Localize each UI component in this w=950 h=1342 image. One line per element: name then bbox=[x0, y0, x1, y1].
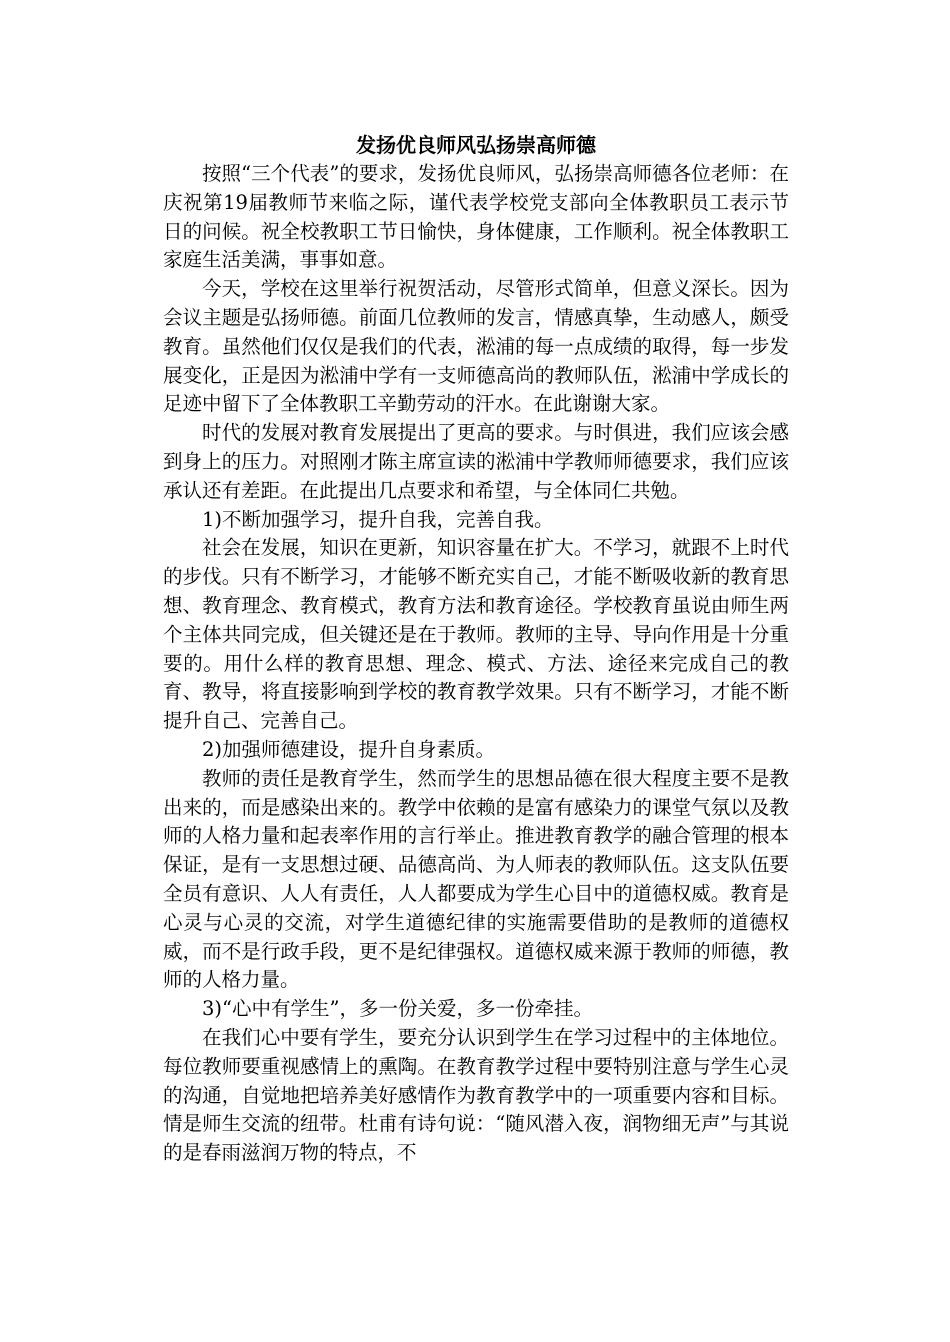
point-2-body: 教师的责任是教育学生，然而学生的思想品德在很大程度主要不是教出来的，而是感染出来的。教学中依赖的是富有感染力的课堂气氛以及教师的人格力量和起表率作用的言行举止。推进教育教学的融合管理的根本保证，是有一支思想过硬、品德高尚、为人师表的教师队伍。这支队伍要全员有意识、人人有责任，人人都要成为学生心目中的道德权威。教育是心灵与心灵的交流，对学生道德纪律的实施需要借助的是教师的道德权威，而不是行政手段，更不是纪律强权。道德权威来源于教师的师德，教师的人格力量。 bbox=[163, 766, 789, 992]
document-title: 发扬优良师风弘扬崇高师德 bbox=[356, 133, 596, 157]
paragraph-greeting: 按照“三个代表”的要求，发扬优良师风，弘扬崇高师德各位老师：在庆祝第19届教师节来临之际，谨代表学校党支部向全体教职员工表示节日的问候。祝全校教职工节日愉快，身体健康，工作顺利。祝全体教职工家庭生活美满，事事如意。 bbox=[163, 162, 789, 272]
point-3-heading: 3)“心中有学生”，多一份关爱，多一份牵挂。 bbox=[202, 997, 593, 1021]
point-2-heading: 2)加强师德建设，提升自身素质。 bbox=[202, 737, 496, 761]
document-page bbox=[163, 130, 789, 1168]
point-3-body: 在我们心中要有学生，要充分认识到学生在学习过程中的主体地位。每位教师要重视感情上的熏陶。在教育教学过程中要特别注意与学生心灵的沟通，自觉地把培养美好感情作为教育教学中的一项重要内容和目标。情是师生交流的纽带。杜甫有诗句说：“随风潜入夜，润物细无声”与其说的是春雨滋润万物的特点，不 bbox=[163, 1025, 789, 1165]
paragraph-celebration: 今天，学校在这里举行祝贺活动，尽管形式简单，但意义深长。因为会议主题是弘扬师德。前面几位教师的发言，情感真挚，生动感人，颇受教育。虽然他们仅仅是我们的代表，淞浦的每一点成绩的取得，每一步发展变化，正是因为淞浦中学有一支师德高尚的教师队伍，淞浦中学成长的足迹中留下了全体教职工辛勤劳动的汗水。在此谢谢大家。 bbox=[163, 277, 789, 416]
point-1-heading: 1)不断加强学习，提升自我，完善自我。 bbox=[202, 507, 554, 531]
point-1-body: 社会在发展，知识在更新，知识容量在扩大。不学习，就跟不上时代的步伐。只有不断学习，才能够不断充实自己，才能不断吸收新的教育思想、教育理念、教育模式，教育方法和教育途径。学校教育虽说由师生两个主体共同完成，但关键还是在于教师。教师的主导、导向作用是十分重要的。用什么样的教育思想、理念、模式、方法、途径来完成自己的教育、教导，将直接影响到学校的教育教学效果。只有不断学习，才能不断提升自己、完善自己。 bbox=[163, 536, 789, 733]
paragraph-requirements: 时代的发展对教育发展提出了更高的要求。与时俱进，我们应该会感到身上的压力。对照刚才陈主席宣读的淞浦中学教师师德要求，我们应该承认还有差距。在此提出几点要求和希望，与全体同仁共勉。 bbox=[163, 421, 789, 502]
